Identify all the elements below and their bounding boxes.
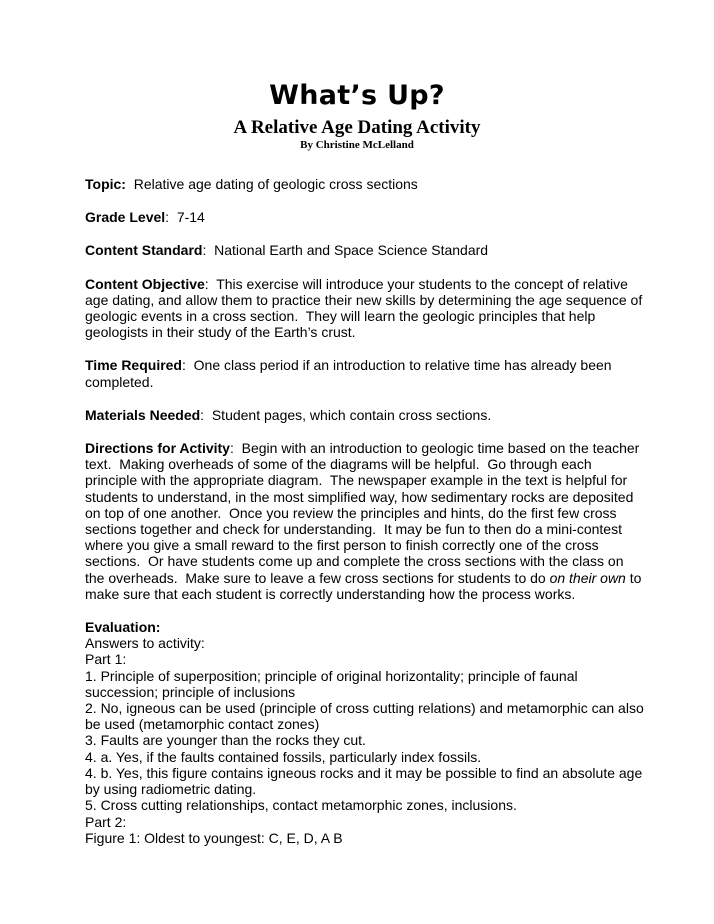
materials-needed-label: Materials Needed — [85, 406, 201, 423]
evaluation-line: 4. a. Yes, if the faults contained fossils, particularly index fossils. — [85, 748, 482, 765]
content-objective-label: Content Objective — [85, 275, 205, 292]
topic-text: Relative age dating of geologic cross sections — [125, 176, 418, 192]
materials-needed-text: : Student pages, which contain cross sections. — [200, 406, 492, 423]
topic-label: Topic: — [85, 176, 126, 192]
content-objective-section — [85, 276, 645, 341]
byline: By Christine McLelland — [300, 139, 414, 151]
grade-level-label: Grade Level — [85, 209, 166, 226]
directions-section — [85, 440, 645, 602]
content-standard-label: Content Standard — [85, 242, 203, 259]
grade-level-section — [85, 209, 645, 225]
directions-label: Directions for Activity — [85, 440, 230, 457]
directions-emphasis: on their own — [549, 569, 626, 586]
page-subtitle: A Relative Age Dating Activity — [233, 117, 481, 138]
evaluation-line: 3. Faults are younger than the rocks they cut. — [85, 732, 366, 749]
content-objective-text: : This exercise will introduce your students to the concept of relative age dating, and allow them to practice their new skills by determining the age sequence of geologic events in a cross section. They will learn the geologic principles that help geologists in their study of the Earth’s crust. — [85, 275, 647, 341]
evaluation-line: 5. Cross cutting relationships, contact metamorphic zones, inclusions. — [85, 797, 517, 814]
materials-needed-section — [85, 407, 645, 423]
grade-level-text: : 7-14 — [165, 209, 205, 226]
time-required-label: Time Required — [85, 357, 182, 374]
evaluation-line: 4. b. Yes, this figure contains igneous rocks and it may be possible to find an absolute age by using radiometric dating. — [85, 764, 643, 798]
time-required-section — [85, 357, 645, 389]
page-title: What’s Up? — [269, 80, 445, 111]
topic-section — [85, 176, 645, 192]
evaluation-line: Figure 1: Oldest to youngest: C, E, D, A B — [85, 829, 343, 846]
directions-text-end: to make sure that each student is correctly understanding how the process works. — [85, 569, 642, 602]
evaluation-line: Part 2: — [85, 813, 127, 830]
evaluation-line: 1. Principle of superposition; principle of original horizontality; principle of faunal succession; principle of inclusions — [85, 667, 578, 700]
time-required-text: : One class period if an introduction to relative time has already been completed. — [85, 357, 616, 390]
evaluation-line: 2. No, igneous can be used (principle of cross cutting relations) and metamorphic can also be used (metamorphic contact zones) — [85, 700, 644, 733]
content-standard-text: : National Earth and Space Science Standard — [202, 242, 489, 259]
evaluation-line: Part 1: — [85, 651, 127, 668]
evaluation-label: Evaluation: — [85, 619, 161, 636]
directions-text: : Begin with an introduction to geologic time based on the teacher text. Making overheads of some of the diagrams will be helpful. Go through each principle with the appropriate diagram. The newspaper example in the text is helpful for students to understand, in the most simplified way, how sedimentary rocks are deposited on top of one another. Once you review the principles and hints, do the first few cross sections together and check for understanding. It may be fun to then do a mini-contest where you give a small reward to the first person to finish correctly one of the cross sections. Or have students come up and complete the cross sections with the class on the overheads. Make sure to leave a few cross sections for students to do — [85, 440, 644, 586]
evaluation-section — [85, 619, 645, 635]
evaluation-line: Answers to activity: — [85, 635, 205, 652]
document-body — [85, 176, 645, 846]
content-standard-section — [85, 242, 645, 258]
